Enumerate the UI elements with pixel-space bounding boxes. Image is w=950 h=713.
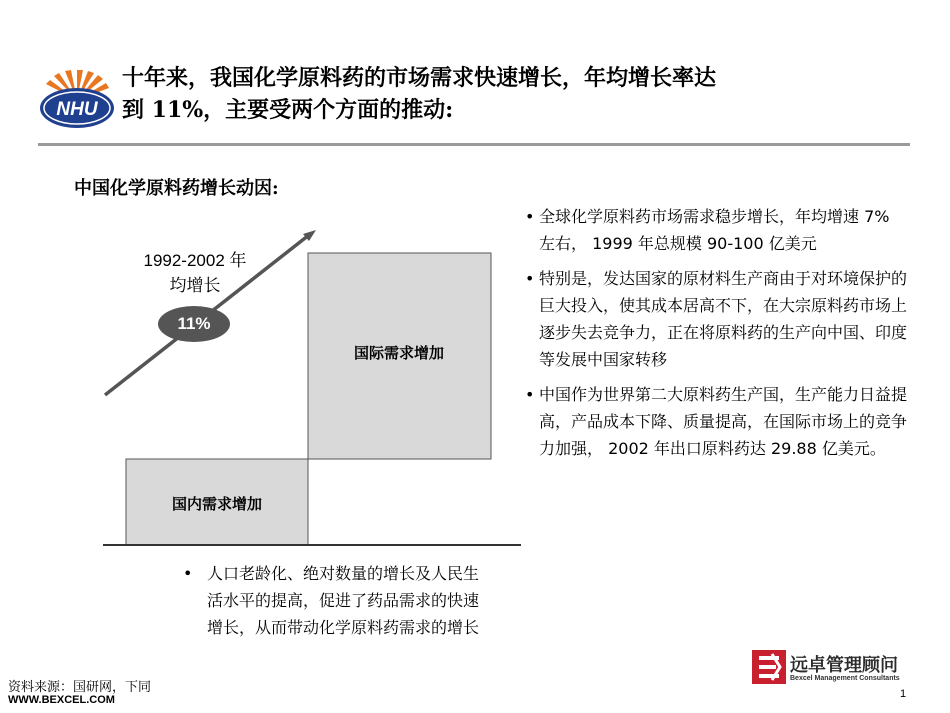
website-link[interactable]: WWW.BEXCEL.COM (8, 694, 115, 706)
growth-period-label (120, 248, 270, 298)
page-number: 1 (900, 688, 907, 700)
list-item (525, 381, 910, 462)
list-item (525, 265, 910, 373)
brand-english-name: Bexcel Management Consultants (790, 675, 900, 682)
bottom-bullet-text: 人口老龄化、绝对数量的增长及人民生活水平的提高，促进了药品需求的快速增长，从而带动化学原料药需求的增长 (207, 564, 480, 637)
bullet-text: 全球化学原料药市场需求稳步增长，年均增速 7% 左右， 1999 年总规模 90-100 亿美元 (539, 207, 890, 253)
bottom-bullet (185, 560, 485, 641)
domestic-demand-label: 国内需求增加 (171, 495, 263, 513)
international-demand-label: 国际需求增加 (353, 344, 445, 362)
bullet-text: 中国作为世界第二大原料药生产国，生产能力日益提高，产品成本下降、质量提高，在国际市场上的竞争力加强， 2002 年出口原料药达 29.88 亿美元。 (539, 385, 908, 458)
bullet-icon: • (183, 564, 193, 583)
growth-label-line-2: 均增长 (169, 276, 221, 295)
section-subtitle: 中国化学原料药增长动因: (74, 178, 279, 199)
right-bullet-list (525, 203, 910, 470)
title-line-1: 十年来，我国化学原料药的市场需求快速增长，年均增长率达 (122, 65, 717, 91)
growth-rate-badge: 11% (158, 306, 230, 342)
growth-label-line-1: 1992-2002 年 (143, 251, 247, 270)
source-note: 资料来源：国研网，下同 (8, 680, 152, 695)
brand-logo-icon (752, 650, 786, 684)
bullet-icon: • (525, 269, 535, 288)
bullet-icon: • (525, 207, 535, 226)
brand-name: 远卓管理顾问 (790, 655, 898, 676)
list-item (525, 203, 910, 257)
page-title (122, 62, 862, 126)
header-divider (38, 143, 910, 146)
logo-text: NHU (56, 99, 98, 120)
bullet-text: 特别是，发达国家的原材料生产商由于对环境保护的巨大投入，使其成本居高不下，在大宗原料药市场上逐步失去竞争力，正在将原料药的生产向中国、印度等发展中国家转移 (539, 269, 908, 369)
bullet-icon: • (525, 385, 535, 404)
company-logo (38, 70, 116, 132)
title-line-2: 到 11%，主要受两个方面的推动: (122, 97, 454, 123)
